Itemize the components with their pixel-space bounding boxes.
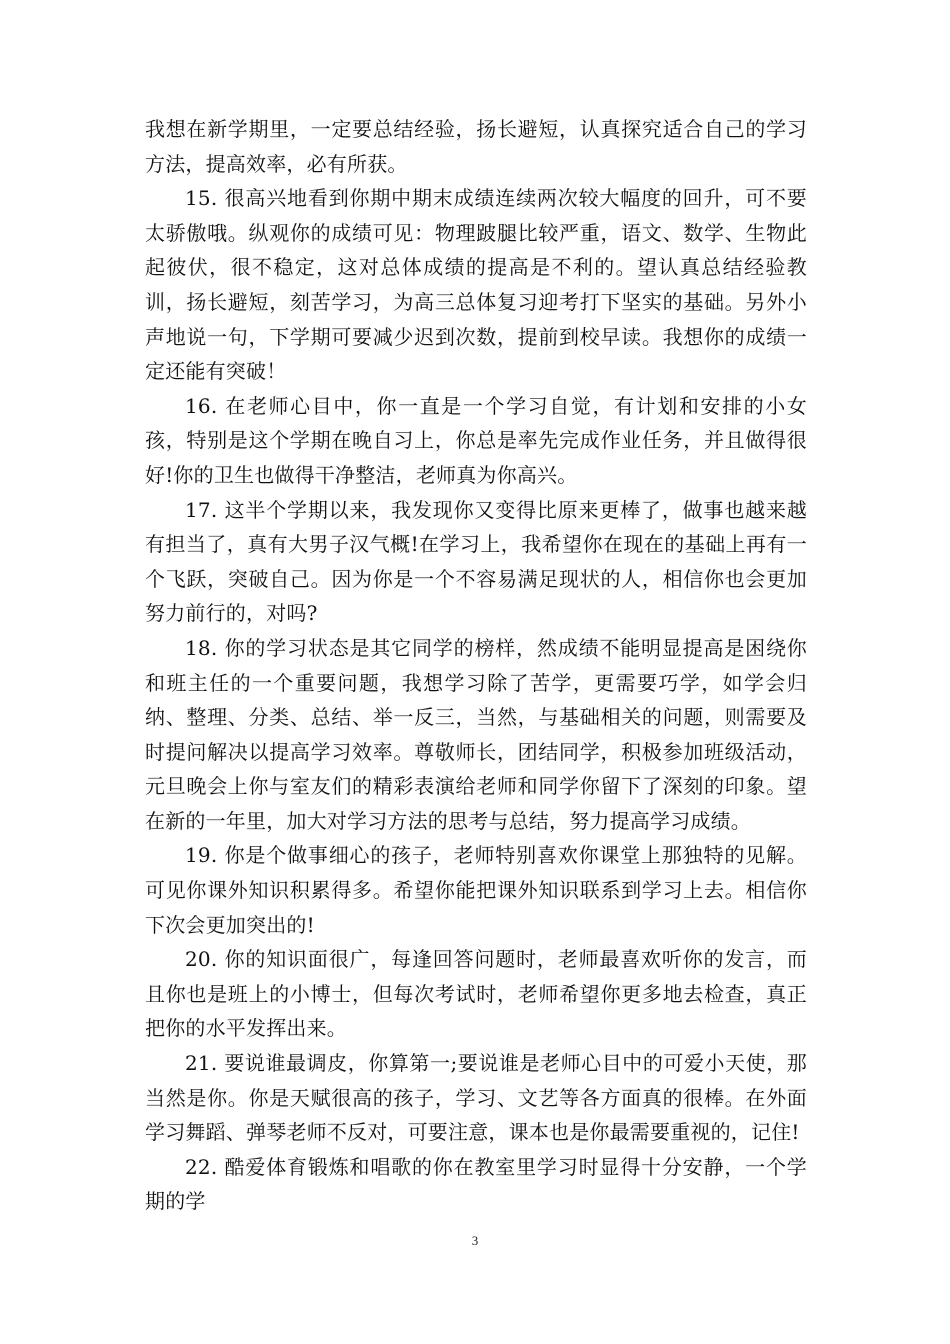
paragraph-item-16: 16. 在老师心目中，你一直是一个学习自觉，有计划和安排的小女孩，特别是这个学期在晚自习上，你总是率先完成作业任务，并且做得很好!你的卫生也做得干净整洁，老师真为你高兴。 bbox=[145, 393, 807, 487]
document-body bbox=[145, 112, 807, 1219]
paragraph-item-19: 19. 你是个做事细心的孩子，老师特别喜欢你课堂上那独特的见解。可见你课外知识积累得多。希望你能把课外知识联系到学习上去。相信你下次会更加突出的! bbox=[145, 843, 807, 937]
paragraph-item-20: 20. 你的知识面很广，每逢回答问题时，老师最喜欢听你的发言，而且你也是班上的小博士，但每次考试时，老师希望你更多地去检查，真正把你的水平发挥出来。 bbox=[145, 947, 807, 1041]
page-number: 3 bbox=[471, 1233, 479, 1248]
paragraph-item-18: 18. 你的学习状态是其它同学的榜样，然成绩不能明显提高是困绕你和班主任的一个重要问题，我想学习除了苦学，更需要巧学，如学会归纳、整理、分类、总结、举一反三，当然，与基础相关的问题，则需要及时提问解决以提高学习效率。尊敬师长，团结同学，积极参加班级活动，元旦晚会上你与室友们的精彩表演给老师和同学你留下了深刻的印象。望在新的一年里，加大对学习方法的思考与总结，努力提高学习成绩。 bbox=[145, 635, 807, 833]
paragraph-continuation: 我想在新学期里，一定要总结经验，扬长避短，认真探究适合自己的学习方法，提高效率，必有所获。 bbox=[145, 117, 807, 176]
paragraph-item-22: 22. 酷爱体育锻炼和唱歌的你在教室里学习时显得十分安静，一个学期的学 bbox=[145, 1154, 807, 1214]
paragraph-item-17: 17. 这半个学期以来，我发现你又变得比原来更棒了，做事也越来越有担当了，真有大男子汉气概!在学习上，我希望你在现在的基础上再有一个飞跃，突破自己。因为你是一个不容易满足现状的人，相信你也会更加努力前行的，对吗? bbox=[145, 497, 807, 626]
paragraph-item-15: 15. 很高兴地看到你期中期末成绩连续两次较大幅度的回升，可不要太骄傲哦。纵观你的成绩可见：物理跛腿比较严重，语文、数学、生物此起彼伏，很不稳定，这对总体成绩的提高是不利的。望认真总结经验教训，扬长避短，刻苦学习，为高三总体复习迎考打下坚实的基础。另外小声地说一句，下学期可要减少迟到次数，提前到校早读。我想你的成绩一定还能有突破！ bbox=[145, 186, 807, 384]
paragraph-item-21: 21. 要说谁最调皮，你算第一;要说谁是老师心目中的可爱小天使，那当然是你。你是天赋很高的孩子，学习、文艺等各方面真的很棒。在外面学习舞蹈、弹琴老师不反对，可要注意，课本也是你最需要重视的，记住! bbox=[145, 1051, 807, 1145]
